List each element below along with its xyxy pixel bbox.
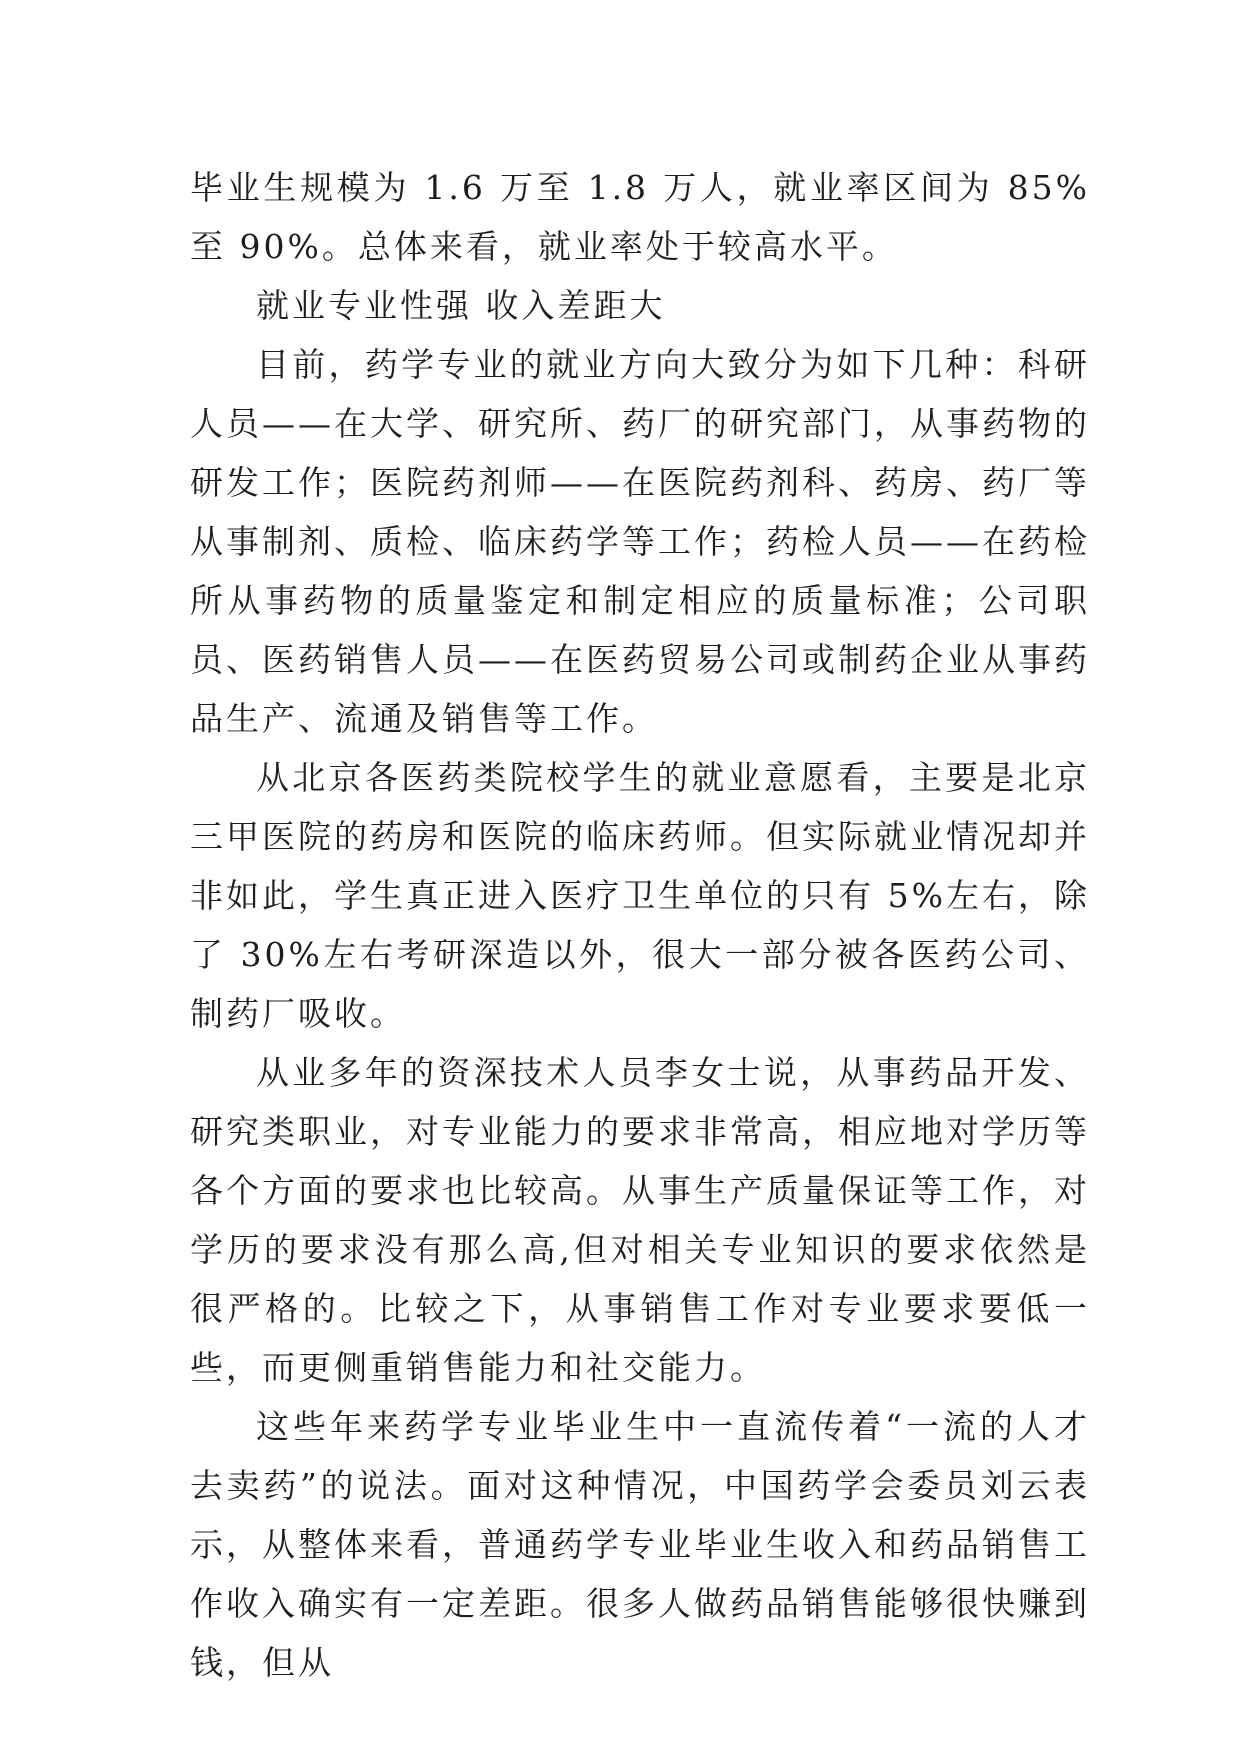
section-heading: 就业专业性强 收入差距大 [256, 286, 666, 325]
paragraph-employment-intentions: 从北京各医药类院校学生的就业意愿看，主要是北京三甲医院的药房和医院的临床药师。但实际就业情况却并非如此，学生真正进入医疗卫生单位的只有 5%左右，除了 30%左右考研深造以外，很大一部分被各医药公司、制药厂吸收。 [190, 758, 1090, 1033]
paragraph-career-directions: 目前，药学专业的就业方向大致分为如下几种：科研人员——在大学、研究所、药厂的研究部门，从事药物的研发工作；医院药剂师——在医院药剂科、药房、药厂等从事制剂、质检、临床药学等工作；药检人员——在药检所从事药物的质量鉴定和制定相应的质量标准；公司职员、医药销售人员——在医药贸易公司或制药企业从事药品生产、流通及销售等工作。 [190, 345, 1090, 738]
paragraph-income-gap: 这些年来药学专业毕业生中一直流传着“一流的人才去卖药”的说法。面对这种情况，中国药学会委员刘云表示，从整体来看，普通药学专业毕业生收入和药品销售工作收入确实有一定差距。很多人做药品销售能够很快赚到钱，但从 [190, 1407, 1090, 1682]
paragraph-graduate-scale: 毕业生规模为 1.6 万至 1.8 万人，就业率区间为 85%至 90%。总体来看，就业率处于较高水平。 [190, 168, 1090, 266]
paragraph-expert-opinion: 从业多年的资深技术人员李女士说，从事药品开发、研究类职业，对专业能力的要求非常高，相应地对学历等各个方面的要求也比较高。从事生产质量保证等工作，对学历的要求没有那么高,但对相关专业知识的要求依然是很严格的。比较之下，从事销售工作对专业要求要低一些，而更侧重销售能力和社交能力。 [190, 1053, 1090, 1387]
article-body [190, 158, 1090, 1692]
